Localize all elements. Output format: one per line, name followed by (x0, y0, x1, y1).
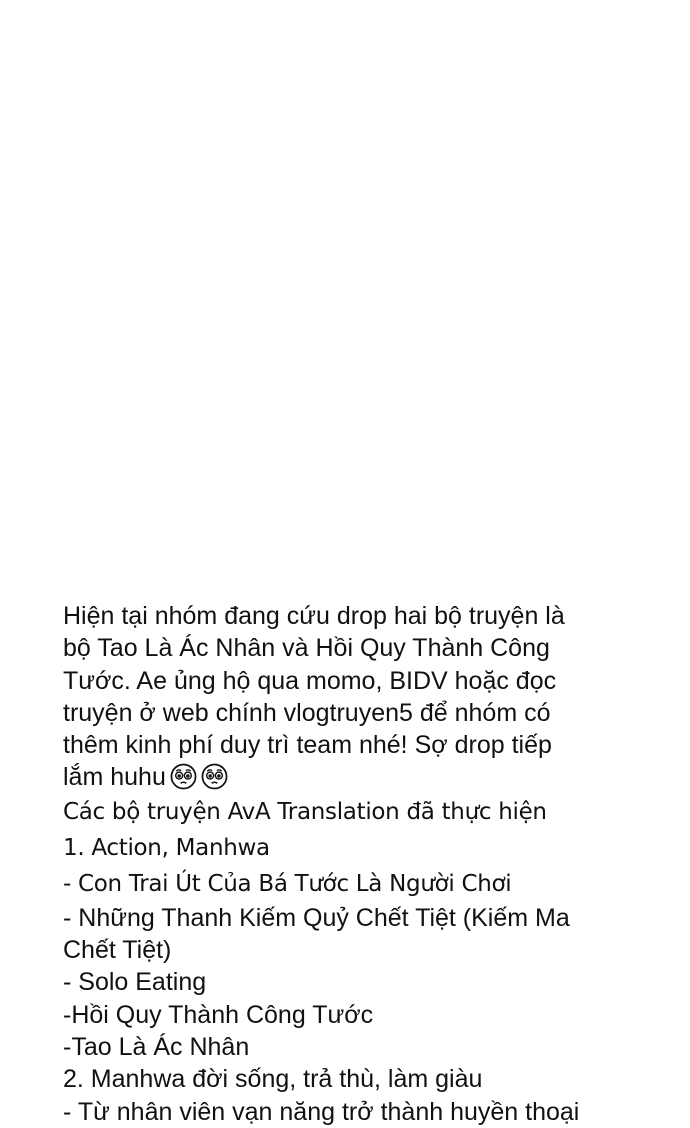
pleading-face-icon (201, 763, 228, 790)
pleading-face-icon (170, 763, 197, 790)
list-item: - Solo Eating (63, 968, 207, 997)
intro-line-3: Tước. Ae ủng hộ qua momo, BIDV hoặc đọc (63, 666, 557, 695)
works-heading: Các bộ truyện AvA Translation đã thực hiện (63, 798, 547, 825)
intro-line-2: bộ Tao Là Ác Nhân và Hồi Quy Thành Công (63, 634, 550, 663)
list-item: -Hồi Quy Thành Công Tước (63, 1000, 374, 1029)
intro-line-5: thêm kinh phí duy trì team nhé! Sợ drop tiếp (63, 731, 552, 760)
category-action: 1. Action, Manhwa (63, 834, 270, 861)
category-life: 2. Manhwa đời sống, trả thù, làm giàu (63, 1065, 483, 1094)
announcement-text (63, 600, 663, 1128)
intro-line-6 (63, 761, 663, 793)
list-item: -Tao Là Ác Nhân (63, 1032, 250, 1061)
list-item-continuation: Chết Tiệt) (63, 936, 172, 965)
intro-line-4: truyện ở web chính vlogtruyen5 để nhóm có (63, 698, 551, 727)
list-item: - Những Thanh Kiếm Quỷ Chết Tiệt (Kiếm Ma (63, 903, 570, 932)
list-item: - Con Trai Út Của Bá Tước Là Người Chơi (63, 870, 512, 897)
intro-last-text: lắm huhu (63, 763, 166, 792)
list-item: - Từ nhân viên vạn năng trở thành huyền thoại (63, 1097, 580, 1126)
intro-line-1: Hiện tại nhóm đang cứu drop hai bộ truyện là (63, 602, 565, 630)
